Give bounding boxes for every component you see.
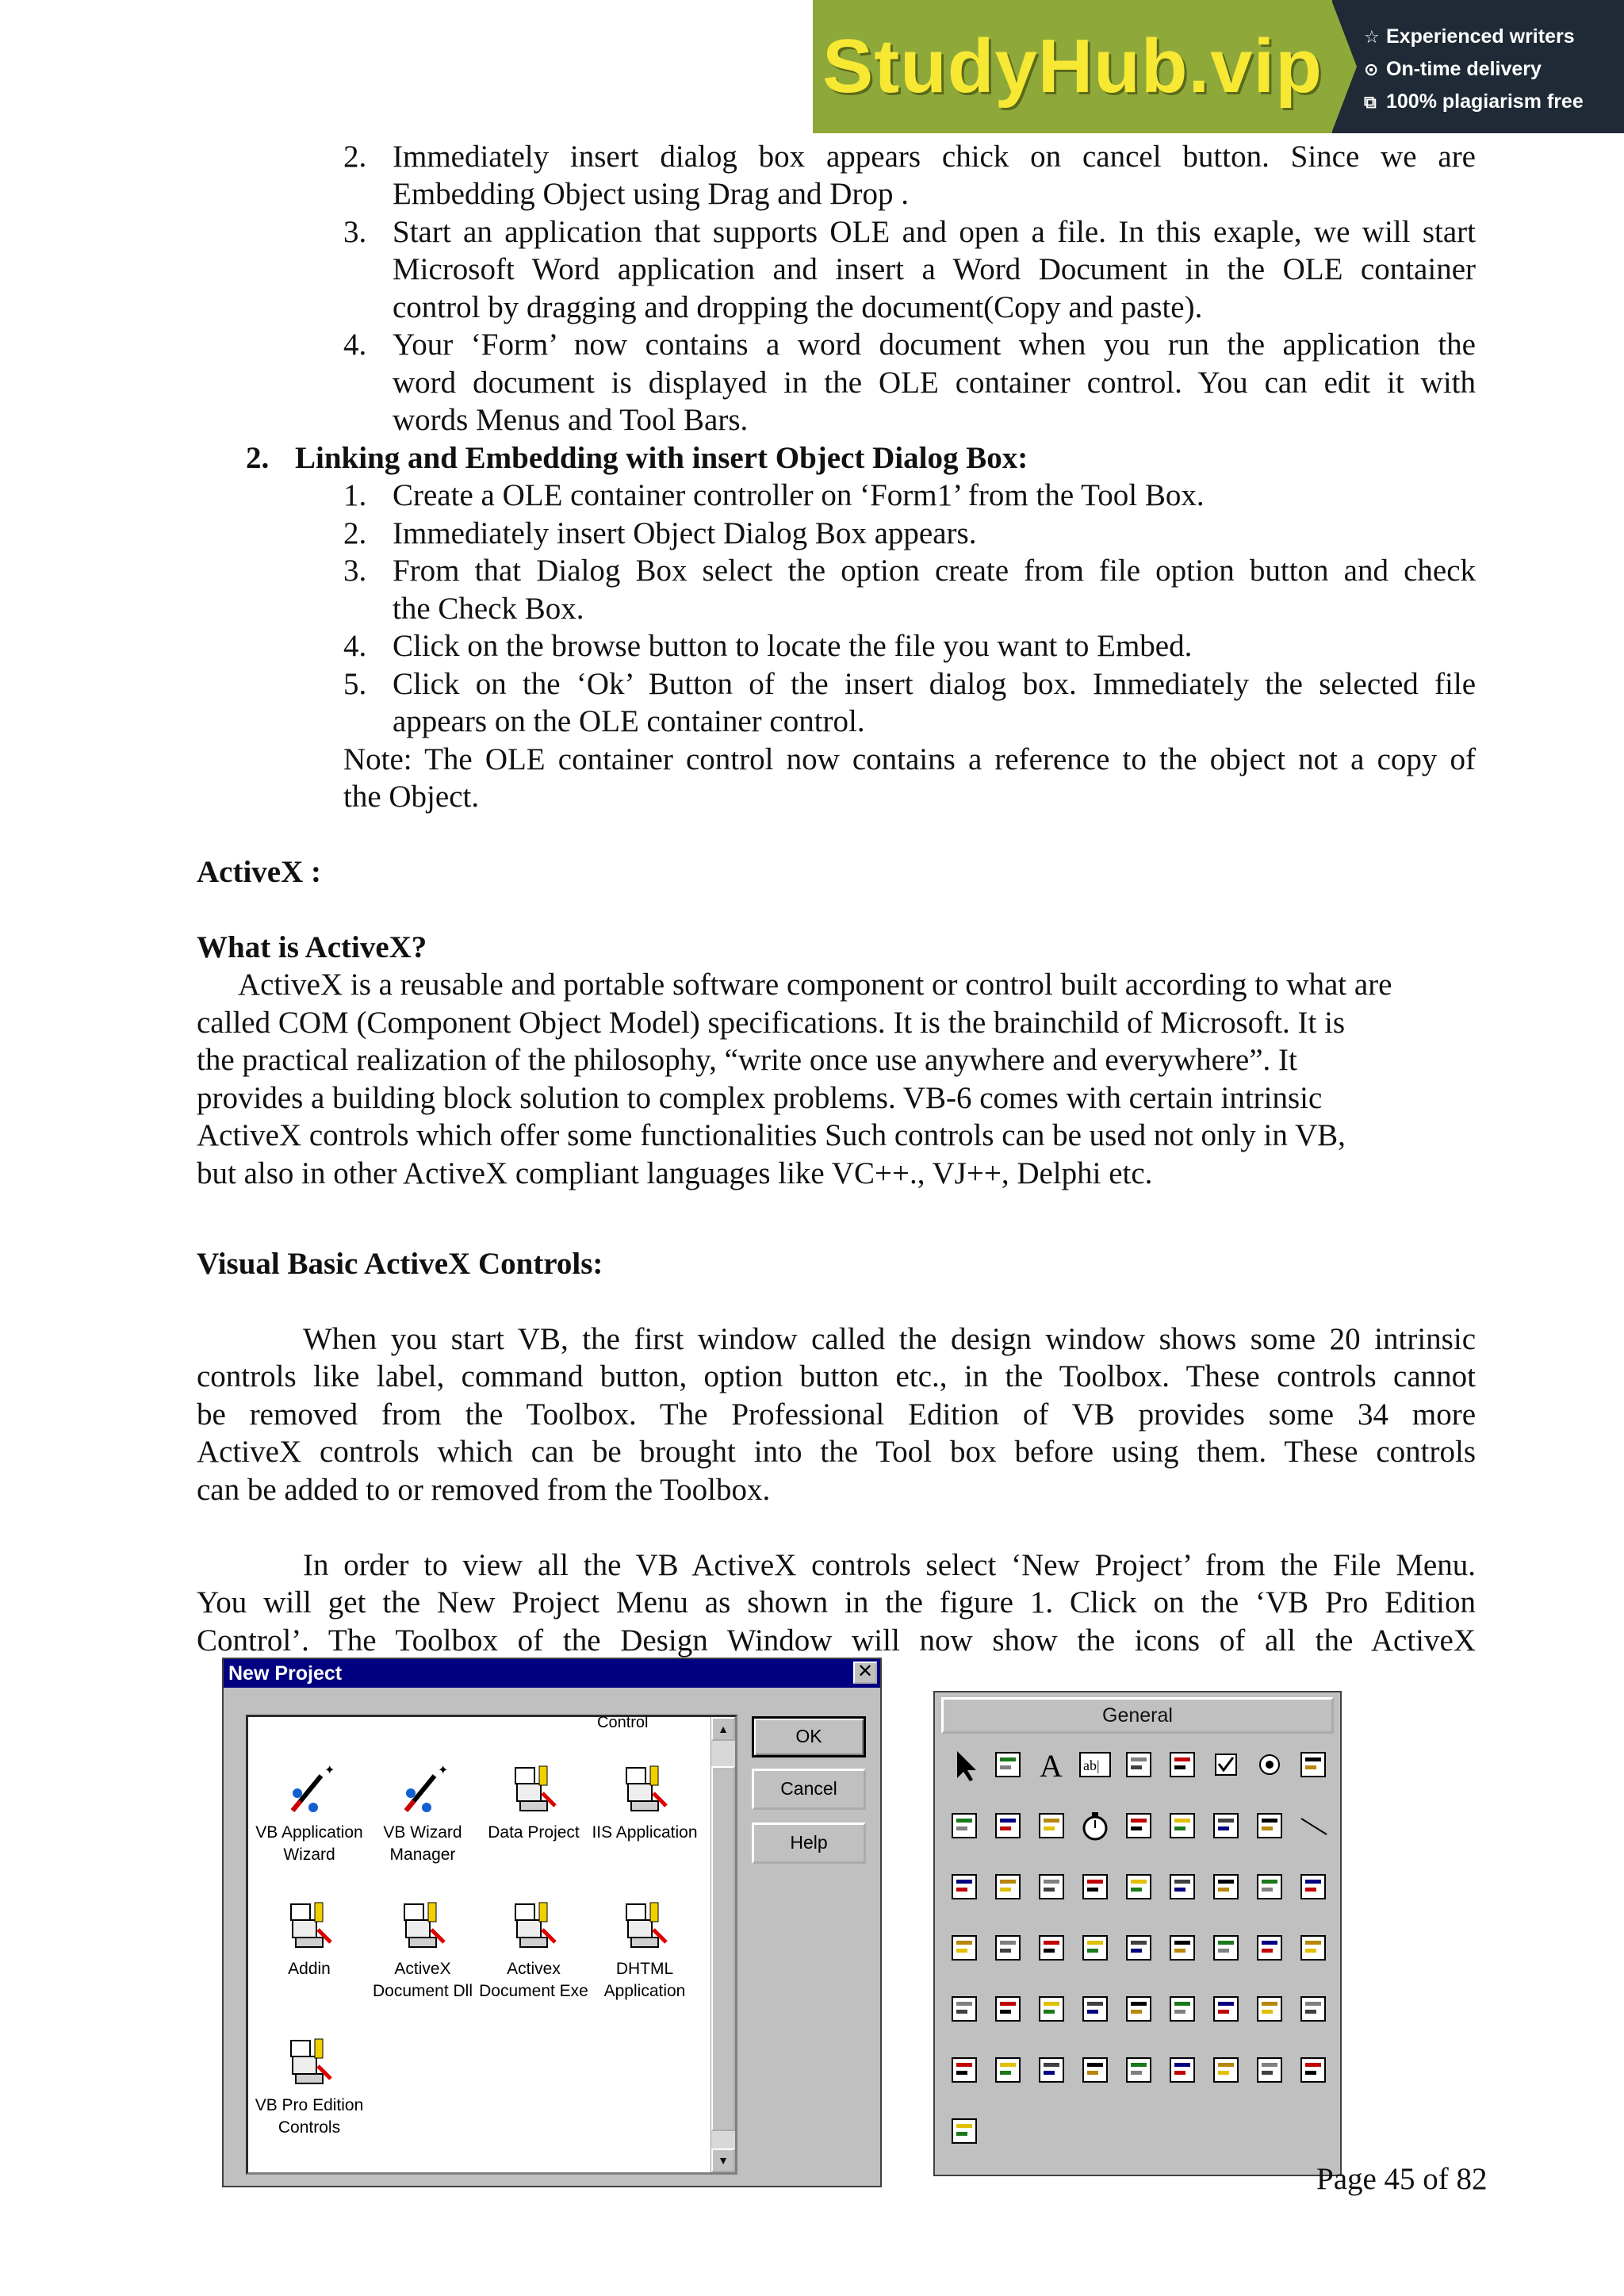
svg-text:✦: ✦	[438, 1764, 449, 1777]
close-icon[interactable]: ✕	[853, 1662, 877, 1684]
scroll-thumb[interactable]	[711, 1766, 735, 2131]
note-line: the Object.	[343, 780, 480, 814]
paragraph-line: ActiveX controls which can be brought into the Tool box before using them. These controls	[197, 1435, 1476, 1469]
project-icon	[282, 2034, 337, 2090]
drive-list-tool-icon[interactable]	[1120, 1807, 1157, 1844]
project-item-vb-pro-edition-controls[interactable]: VB Pro Edition Controls	[250, 2034, 369, 2139]
paragraph-line: Immediately insert dialog box appears chick on cancel button. Since we are	[393, 140, 1476, 174]
text-box-tool-icon[interactable]	[1077, 1746, 1113, 1783]
status-bar-tool-icon[interactable]	[1164, 1930, 1201, 1966]
ok-button[interactable]: OK	[752, 1716, 866, 1757]
paragraph-line: Embedding Object using Drag and Drop .	[393, 177, 909, 211]
project-icon	[617, 1898, 672, 1953]
list-number: 4.	[343, 328, 367, 362]
mschart-tool-icon[interactable]	[1251, 1869, 1288, 1905]
list-scrollbar[interactable]	[710, 1717, 735, 2172]
dialog-title: New Project	[228, 1662, 343, 1685]
richtext-tool-icon[interactable]	[1208, 1869, 1244, 1905]
slider-tool-icon[interactable]	[1208, 1930, 1244, 1966]
scroll-up-icon[interactable]: ▲	[711, 1717, 735, 1741]
paragraph-line: Microsoft Word application and insert a Word Document in the OLE container	[393, 252, 1476, 286]
star-icon: ☆	[1364, 26, 1380, 47]
updown2-tool-icon[interactable]	[1251, 1930, 1288, 1966]
list-number: 4.	[343, 629, 367, 663]
internet-transfer-tool-icon[interactable]	[1033, 1991, 1070, 2027]
list-number: 2.	[343, 516, 367, 550]
paragraph-line: words Menus and Tool Bars.	[393, 403, 749, 437]
paragraph-line: ActiveX controls which offer some functionalities Such controls can be used not only in VB,	[197, 1118, 1346, 1152]
project-type-list[interactable]	[246, 1715, 737, 2175]
project-item-addin[interactable]: Addin	[250, 1898, 369, 1980]
wizard-icon	[282, 1761, 337, 1817]
hierflex-tool-icon[interactable]	[1251, 2052, 1288, 2088]
wizard-icon	[395, 1761, 450, 1817]
project-icon	[395, 1898, 450, 1953]
list-view-tool-icon[interactable]	[1033, 1930, 1070, 1966]
vscroll-tool-icon[interactable]	[1033, 1807, 1070, 1844]
copy-icon: ⧉	[1364, 91, 1377, 112]
image-tool-icon[interactable]	[946, 1869, 982, 1905]
label-tool-icon[interactable]	[1033, 1746, 1070, 1783]
report-tool-icon[interactable]	[1033, 2052, 1070, 2088]
sysinfo-tool-icon[interactable]	[1251, 1991, 1288, 2027]
grid-tool-icon[interactable]	[946, 2052, 982, 2088]
page-number: Page 45 of 82	[1316, 2162, 1488, 2196]
paragraph-line: called COM (Component Object Model) specifications. It is the brainchild of Microsoft. It is	[197, 1006, 1346, 1040]
studyhub-logo: StudyHub.vip	[822, 24, 1323, 109]
mapi-message-tool-icon[interactable]	[1077, 1991, 1113, 2027]
ad-feature: ⊙ On-time delivery	[1364, 58, 1542, 80]
paragraph-line: Start an application that supports OLE and open a file. In this exaple, we will start	[393, 215, 1476, 249]
frame-tool-icon[interactable]	[1120, 1746, 1157, 1783]
up-down-tool-icon[interactable]	[1120, 1869, 1157, 1905]
picture-clip-tool-icon[interactable]	[1208, 1991, 1244, 2027]
paragraph-line: In order to view all the VB ActiveX controls select ‘New Project’ from the File Menu.	[303, 1548, 1476, 1582]
project-item-data-project[interactable]: Data Project	[474, 1761, 593, 1844]
paragraph-line: the Check Box.	[393, 592, 584, 626]
section-heading: What is ActiveX?	[197, 930, 427, 964]
paragraph-line: Control’. The Toolbox of the Design Window will now show the icons of all the ActiveX	[197, 1623, 1476, 1658]
project-icon	[282, 1898, 337, 1953]
animation-tool-icon[interactable]	[1077, 1869, 1113, 1905]
comm-tool-icon[interactable]	[1164, 1991, 1201, 2027]
paragraph-line: the practical realization of the philosophy, “write once use anywhere and everywhere”. It	[197, 1043, 1297, 1077]
paragraph-line: but also in other ActiveX compliant languages like VC++., VJ++, Delphi etc.	[197, 1156, 1153, 1190]
project-item-vb-application-wizard[interactable]: ✦ VB Application Wizard	[250, 1761, 369, 1866]
paragraph-line: ActiveX is a reusable and portable software component or control built according to what are	[238, 968, 1392, 1002]
progress-bar-tool-icon[interactable]	[946, 1930, 982, 1966]
project-item-activex-document-exe[interactable]: Activex Document Exe	[474, 1898, 593, 2003]
paragraph-line: Click on the browse button to locate the file you want to Embed.	[393, 629, 1193, 663]
svg-text:ab|: ab|	[1083, 1757, 1100, 1773]
svg-text:A: A	[1040, 1748, 1063, 1783]
option-button-tool-icon[interactable]	[1251, 1746, 1288, 1783]
tree-view-tool-icon[interactable]	[990, 1930, 1026, 1966]
paragraph-line: be removed from the Toolbox. The Professional Edition of VB provides some 34 more	[197, 1397, 1476, 1432]
paragraph-line: Click on the ‘Ok’ Button of the insert dialog box. Immediately the selected file	[393, 667, 1476, 701]
toolbox-panel	[933, 1691, 1342, 2176]
pointer-tool-icon[interactable]	[946, 1746, 982, 1783]
ole-tool-icon[interactable]	[1033, 1869, 1070, 1905]
picture-box-tool-icon[interactable]	[990, 1746, 1026, 1783]
project-item-vb-wizard-manager[interactable]: ✦ VB Wizard Manager	[363, 1761, 482, 1866]
toolbar-tool-icon[interactable]	[1120, 1930, 1157, 1966]
partial-item-label: Control	[597, 1714, 649, 1731]
paragraph-line: word document is displayed in the OLE container control. You can edit it with	[393, 366, 1476, 400]
list-number: 5.	[343, 667, 367, 701]
calendar-tool-icon[interactable]	[1295, 1930, 1331, 1966]
dialog-titlebar	[224, 1659, 880, 1688]
dir-list-tool-icon[interactable]	[1164, 1807, 1201, 1844]
msflex-tool-icon[interactable]	[1120, 1991, 1157, 2027]
coolbar-tool-icon[interactable]	[990, 1991, 1026, 2027]
list-number: 2.	[246, 441, 270, 475]
data-tool-icon[interactable]	[990, 1869, 1026, 1905]
list-number: 2.	[343, 140, 367, 174]
project-item-dhtml-application[interactable]: DHTML Application	[585, 1898, 704, 2003]
project-item-activex-document-dll[interactable]: ActiveX Document Dll	[363, 1898, 482, 2003]
dtpicker-tool-icon[interactable]	[1295, 2052, 1331, 2088]
ad-feature: ⧉ 100% plagiarism free	[1364, 90, 1584, 113]
project-icon	[506, 1761, 561, 1817]
section-heading: ActiveX :	[197, 855, 322, 889]
toolbox-title[interactable]: General	[941, 1697, 1334, 1734]
paragraph-line: You will get the New Project Menu as shown in the figure 1. Click on the ‘VB Pro Edition	[197, 1585, 1476, 1619]
datacombo-tool-icon[interactable]	[1164, 2052, 1201, 2088]
note-line: Note: The OLE container control now contains a reference to the object not a copy of	[343, 742, 1476, 776]
winsock-tool-icon[interactable]	[1295, 1991, 1331, 2027]
project-icon	[617, 1761, 672, 1817]
list-number: 1.	[343, 478, 367, 512]
paragraph-line: Immediately insert Object Dialog Box appears.	[393, 516, 977, 550]
timer-tool-icon[interactable]	[1077, 1807, 1113, 1844]
new-project-dialog	[222, 1658, 882, 2187]
file-list-tool-icon[interactable]	[1208, 1807, 1244, 1844]
list-number: 3.	[343, 215, 367, 249]
scroll-down-icon[interactable]: ▼	[711, 2148, 735, 2172]
paragraph-line: From that Dialog Box select the option create from file option button and check	[393, 554, 1476, 588]
section-heading: Visual Basic ActiveX Controls:	[197, 1247, 603, 1281]
list-number: 3.	[343, 554, 367, 588]
tab-strip-tool-icon[interactable]	[946, 1991, 982, 2027]
svg-text:✦: ✦	[324, 1764, 335, 1777]
paragraph-line: appears on the OLE container control.	[393, 704, 865, 738]
multimedia-tool-icon[interactable]	[990, 2052, 1026, 2088]
paragraph-line: can be added to or removed from the Toolbox.	[197, 1473, 771, 1507]
paragraph-line: Your ‘Form’ now contains a word document when you run the application the	[393, 328, 1476, 362]
paragraph-line: control by dragging and dropping the document(Copy and paste).	[393, 290, 1203, 324]
help-button[interactable]: Help	[752, 1823, 866, 1864]
masked-edit-tool-icon[interactable]	[1164, 1869, 1201, 1905]
ad-feature: ☆ Experienced writers	[1364, 25, 1575, 48]
paragraph-line: When you start VB, the first window called the design window shows some 20 intrinsic	[303, 1322, 1476, 1356]
combo-box-tool-icon[interactable]	[1295, 1746, 1331, 1783]
datalist-tool-icon[interactable]	[1120, 2052, 1157, 2088]
list-box-tool-icon[interactable]	[946, 1807, 982, 1844]
datagrid-tool-icon[interactable]	[1208, 2052, 1244, 2088]
clock-icon: ⊙	[1364, 59, 1379, 79]
check-box-tool-icon[interactable]	[1208, 1746, 1244, 1783]
paragraph-line: Create a OLE container controller on ‘Form1’ from the Tool Box.	[393, 478, 1205, 512]
image-list-tool-icon[interactable]	[1077, 1930, 1113, 1966]
line-tool-icon[interactable]	[1295, 1807, 1331, 1844]
project-item-iis-application[interactable]: IIS Application	[585, 1761, 704, 1844]
mask-tool-icon[interactable]	[1077, 2052, 1113, 2088]
flexgrid-tool-icon[interactable]	[1295, 1869, 1331, 1905]
section-heading: Linking and Embedding with insert Object Dialog Box:	[295, 441, 1028, 475]
project-icon	[506, 1898, 561, 1953]
paragraph-line: provides a building block solution to complex problems. VB-6 comes with certain intrinsic	[197, 1081, 1323, 1115]
hscroll-tool-icon[interactable]	[990, 1807, 1026, 1844]
paragraph-line: controls like label, command button, option button etc., in the Toolbox. These controls cannot	[197, 1359, 1476, 1393]
shape-tool-icon[interactable]	[1251, 1807, 1288, 1844]
monthview-tool-icon[interactable]	[946, 2113, 982, 2149]
command-button-tool-icon[interactable]	[1164, 1746, 1201, 1783]
cancel-button[interactable]: Cancel	[752, 1769, 866, 1810]
